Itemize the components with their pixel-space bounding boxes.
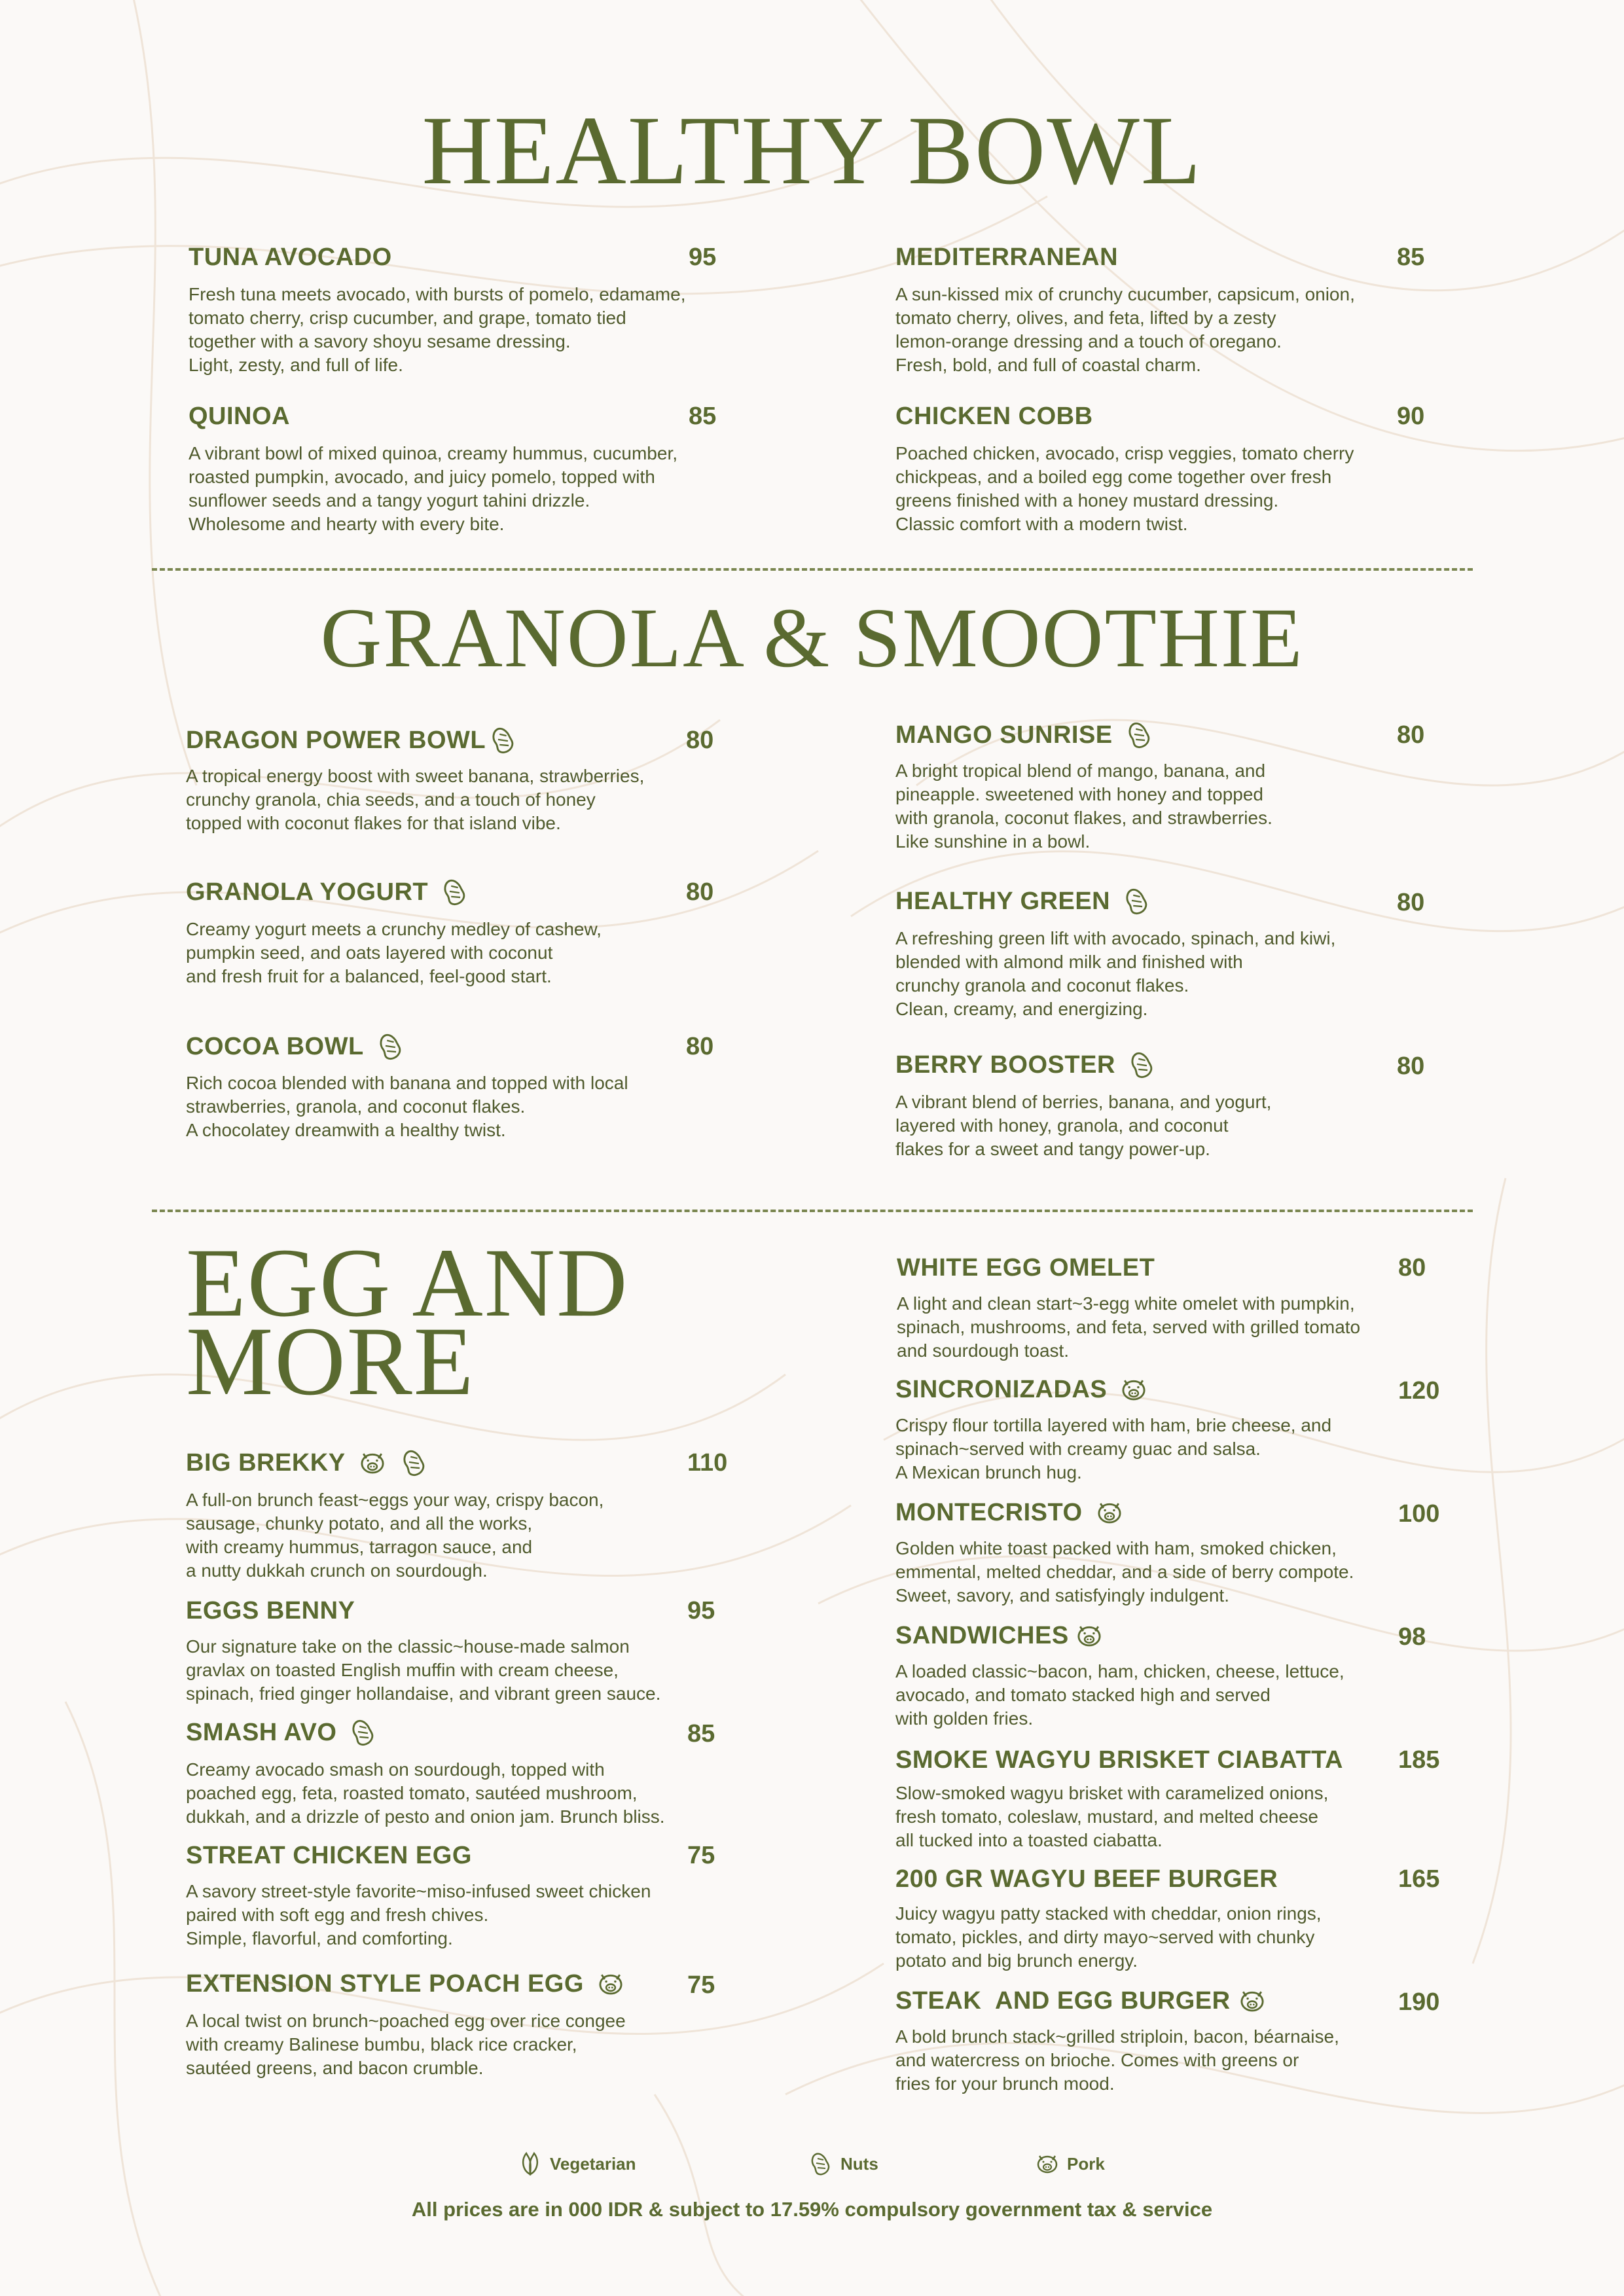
menu-item-name xyxy=(186,1031,406,1062)
pork-icon xyxy=(596,1969,626,1999)
menu-item-price: 80 xyxy=(1398,1254,1426,1282)
menu-item-price: 95 xyxy=(689,243,717,271)
section-title-healthy-bowl: HEALTHY BOWL xyxy=(422,96,1202,205)
section-title-line: EGG AND xyxy=(186,1229,629,1337)
section-title-egg-and-more xyxy=(186,1229,629,1416)
menu-item-name: SMOKE WAGYU BRISKET CIABATTA xyxy=(895,1746,1343,1774)
menu-item-price: 80 xyxy=(686,1033,714,1060)
menu-item-name xyxy=(186,725,518,755)
menu-item-price: 80 xyxy=(686,726,714,754)
menu-item-description: A light and clean start~3-egg white omelet with pumpkin, spinach, mushrooms, and feta, served with grilled tomato and sourdough toast. xyxy=(897,1293,1361,1361)
menu-item-name: TUNA AVOCADO xyxy=(189,243,392,271)
nuts-icon xyxy=(376,1031,406,1062)
menu-item-price: 80 xyxy=(1397,721,1425,749)
menu-item-name xyxy=(186,1717,378,1748)
menu-item-name xyxy=(895,1621,1104,1651)
menu-item-price: 80 xyxy=(1397,1052,1425,1080)
legend-label: Vegetarian xyxy=(550,2153,636,2174)
menu-item-price: 190 xyxy=(1398,1988,1440,2016)
menu-item-name-text: STEAK AND EGG BURGER xyxy=(895,1986,1231,2015)
menu-item-name xyxy=(186,1448,429,1478)
menu-item-price: 110 xyxy=(687,1449,728,1477)
legend-vegetarian xyxy=(517,2151,636,2177)
vegetarian-icon xyxy=(517,2151,543,2177)
menu-item-description: A bold brunch stack~grilled striploin, bacon, béarnaise, and watercress on brioche. Comes with greens or fries for your brunch mood. xyxy=(895,2026,1339,2094)
menu-item-name: MEDITERRANEAN xyxy=(895,243,1119,271)
pork-icon xyxy=(357,1448,388,1478)
nuts-icon xyxy=(808,2151,834,2177)
section-divider xyxy=(152,1210,1473,1212)
menu-item-name: STREAT CHICKEN EGG xyxy=(186,1842,472,1869)
menu-item-name xyxy=(895,1498,1125,1528)
menu-item-description: A savory street-style favorite~miso-infused sweet chicken paired with soft egg and fresh chives. Simple, flavorful, and comforting. xyxy=(186,1881,651,1948)
menu-item-price: 75 xyxy=(687,1971,715,1999)
menu-item-price: 75 xyxy=(687,1842,715,1869)
menu-item-description: Fresh tuna meets avocado, with bursts of pomelo, edamame, tomato cherry, crisp cucumber, and grape, tomato tied together with a savory shoyu sesame dressing. Light, zesty, and full of life. xyxy=(189,284,686,375)
menu-item-description: Crispy flour tortilla layered with ham, brie cheese, and spinach~served with creamy guac and salsa. A Mexican brunch hug. xyxy=(895,1415,1332,1482)
menu-item-description: Our signature take on the classic~house-made salmon gravlax on toasted English muffin with cream cheese, spinach, fried ginger hollandaise, and vibrant green sauce. xyxy=(186,1636,661,1704)
menu-item-price: 98 xyxy=(1398,1623,1426,1651)
price-disclaimer: All prices are in 000 IDR & subject to 17.59% compulsory government tax & service xyxy=(411,2198,1213,2221)
menu-item-name: QUINOA xyxy=(189,403,290,430)
menu-item-description: A sun-kissed mix of crunchy cucumber, capsicum, onion, tomato cherry, olives, and feta, lifted by a zesty lemon-orange dressing and a touch of oregano. Fresh, bold, and full of coastal charm. xyxy=(895,284,1355,375)
menu-item-description: A refreshing green lift with avocado, spinach, and kiwi, blended with almond milk and finished with crunchy granola and coconut flakes. Clean, creamy, and energizing. xyxy=(895,928,1336,1019)
nuts-icon xyxy=(348,1717,378,1748)
legend-nuts xyxy=(808,2151,878,2177)
pork-icon xyxy=(1094,1498,1125,1528)
pork-icon xyxy=(1074,1621,1104,1651)
menu-item-name xyxy=(895,1986,1267,2016)
menu-item-name xyxy=(895,1050,1157,1080)
menu-item-name-text: MONTECRISTO xyxy=(895,1498,1083,1526)
menu-item-description: A vibrant bowl of mixed quinoa, creamy hummus, cucumber, roasted pumpkin, avocado, and juicy pomelo, topped with sunflower seeds and a tangy yogurt tahini drizzle. Wholesome and hearty with every bite. xyxy=(189,443,678,534)
legend-pork xyxy=(1034,2151,1105,2177)
menu-item-name-text: COCOA BOWL xyxy=(186,1032,364,1060)
legend-label: Nuts xyxy=(840,2153,878,2174)
menu-item-price: 95 xyxy=(687,1597,715,1624)
section-title-granola-smoothie: GRANOLA & SMOOTHIE xyxy=(320,591,1304,685)
menu-item-name xyxy=(186,1969,626,1999)
menu-item-name-text: DRAGON POWER BOWL xyxy=(186,726,486,754)
menu-item-name-text: HEALTHY GREEN xyxy=(895,887,1111,915)
menu-item-name: 200 GR WAGYU BEEF BURGER xyxy=(895,1865,1278,1893)
menu-item-name-text: GRANOLA YOGURT xyxy=(186,878,429,906)
menu-item-name xyxy=(895,720,1155,750)
pork-icon xyxy=(1237,1986,1267,2016)
menu-item-description: A vibrant blend of berries, banana, and yogurt, layered with honey, granola, and coconut flakes for a sweet and tangy power-up. xyxy=(895,1092,1272,1159)
menu-item-name: WHITE EGG OMELET xyxy=(897,1254,1155,1282)
menu-item-price: 185 xyxy=(1398,1746,1440,1774)
menu-item-description: A bright tropical blend of mango, banana, and pineapple. sweetened with honey and topped with granola, coconut flakes, and strawberries. Like sunshine in a bowl. xyxy=(895,761,1272,852)
menu-item-name-text: BIG BREKKY xyxy=(186,1448,346,1477)
nuts-icon xyxy=(1127,1050,1157,1080)
menu-item-price: 80 xyxy=(1397,889,1425,916)
nuts-icon xyxy=(1125,720,1155,750)
nuts-icon xyxy=(488,725,518,755)
menu-item-price: 80 xyxy=(686,878,714,906)
menu-item-name-text: SINCRONIZADAS xyxy=(895,1375,1108,1403)
menu-item-name xyxy=(895,886,1152,916)
menu-item-description: Juicy wagyu patty stacked with cheddar, onion rings, tomato, pickles, and dirty mayo~served with chunky potato and big brunch energy. xyxy=(895,1903,1322,1971)
menu-item-description: A loaded classic~bacon, ham, chicken, cheese, lettuce, avocado, and tomato stacked high and served with golden fries. xyxy=(895,1661,1344,1729)
menu-item-price: 85 xyxy=(1397,243,1425,271)
section-title-line: MORE xyxy=(186,1307,475,1416)
pork-icon xyxy=(1034,2151,1060,2177)
menu-item-description: Slow-smoked wagyu brisket with caramelized onions, fresh tomato, coleslaw, mustard, and melted cheese all tucked into a toasted ciabatta. xyxy=(895,1783,1329,1850)
menu-item-price: 85 xyxy=(687,1720,715,1748)
menu-item-description: Creamy yogurt meets a crunchy medley of cashew, pumpkin seed, and oats layered with coconut and fresh fruit for a balanced, feel-good start. xyxy=(186,919,602,986)
menu-item-name: CHICKEN COBB xyxy=(895,403,1093,430)
section-divider xyxy=(152,568,1473,571)
menu-item-name xyxy=(186,877,470,907)
menu-item-price: 90 xyxy=(1397,403,1425,430)
menu-item-price: 85 xyxy=(689,403,717,430)
nuts-icon xyxy=(399,1448,429,1478)
menu-item-name-text: BERRY BOOSTER xyxy=(895,1050,1115,1079)
menu-item-description: A local twist on brunch~poached egg over rice congee with creamy Balinese bumbu, black rice cracker, sautéed greens, and bacon crumble. xyxy=(186,2011,626,2078)
menu-item-description: Poached chicken, avocado, crisp veggies, tomato cherry chickpeas, and a boiled egg come together over fresh greens finished with a honey mustard dressing. Classic comfort with a modern twist. xyxy=(895,443,1354,534)
menu-item-name-text: SMASH AVO xyxy=(186,1718,337,1746)
nuts-icon xyxy=(1122,886,1152,916)
menu-item-description: Golden white toast packed with ham, smoked chicken, emmental, melted cheddar, and a side of berry compote. Sweet, savory, and satisfyingly indulgent. xyxy=(895,1538,1354,1605)
menu-item-description: A tropical energy boost with sweet banana, strawberries, crunchy granola, chia seeds, and a touch of honey topped with coconut flakes for that island vibe. xyxy=(186,766,645,833)
menu-item-price: 100 xyxy=(1398,1500,1440,1528)
menu-item-name-text: EXTENSION STYLE POACH EGG xyxy=(186,1969,584,1998)
menu-item-name: EGGS BENNY xyxy=(186,1597,355,1624)
menu-item-price: 165 xyxy=(1398,1865,1440,1893)
pork-icon xyxy=(1119,1374,1149,1405)
nuts-icon xyxy=(440,877,470,907)
menu-item-description: Creamy avocado smash on sourdough, topped with poached egg, feta, roasted tomato, sautéed mushroom, dukkah, and a drizzle of pesto and onion jam. Brunch bliss. xyxy=(186,1759,665,1827)
menu-item-name xyxy=(895,1374,1149,1405)
legend-label: Pork xyxy=(1067,2153,1105,2174)
menu-item-name-text: SANDWICHES xyxy=(895,1621,1069,1649)
menu-item-price: 120 xyxy=(1398,1377,1440,1405)
menu-item-description: Rich cocoa blended with banana and topped with local strawberries, granola, and coconut flakes. A chocolatey dreamwith a healthy twist. xyxy=(186,1073,628,1140)
menu-item-description: A full-on brunch feast~eggs your way, crispy bacon, sausage, chunky potato, and all the works, with creamy hummus, tarragon sauce, and a nutty dukkah crunch on sourdough. xyxy=(186,1490,604,1581)
menu-item-name-text: MANGO SUNRISE xyxy=(895,721,1113,749)
